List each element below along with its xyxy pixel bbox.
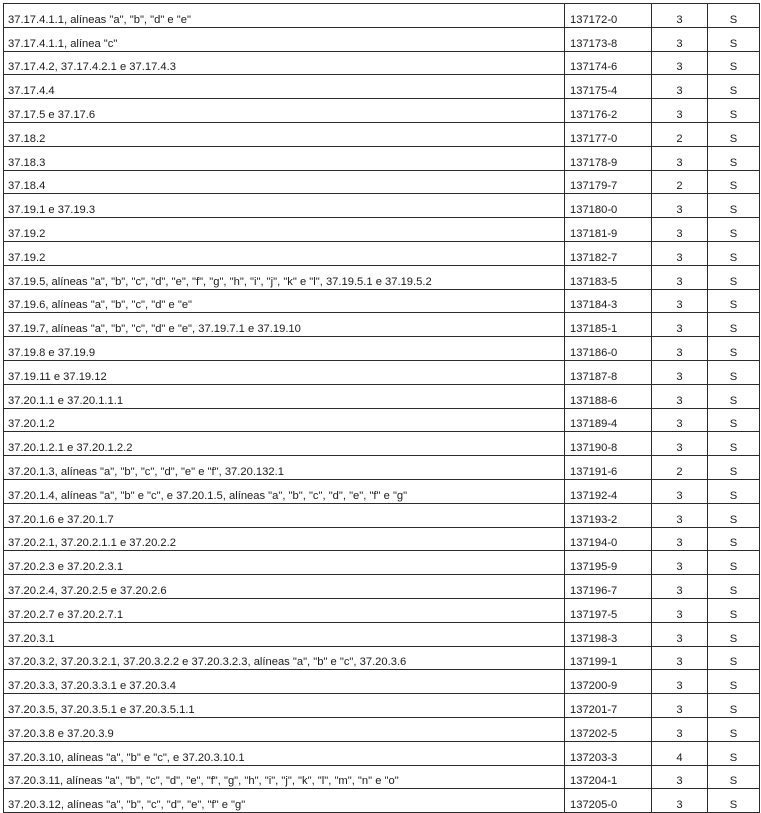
item-reference-cell: 37.18.4: [4, 170, 565, 194]
item-reference-cell: 37.19.7, alíneas "a", "b", "c", "d" e "e", 37.19.7.1 e 37.19.10: [4, 313, 565, 337]
table-row: [4, 717, 760, 741]
infraction-code-cell: 137199-1: [565, 646, 652, 670]
infraction-grade-cell: 3: [652, 4, 708, 28]
infraction-code-cell: 137203-3: [565, 741, 652, 765]
item-reference-cell: 37.19.1 e 37.19.3: [4, 194, 565, 218]
table-row: [4, 289, 760, 313]
item-reference-cell: 37.20.3.12, alíneas "a", "b", "c", "d", "e", "f" e "g": [4, 789, 565, 813]
infraction-code-cell: 137191-6: [565, 456, 652, 480]
infraction-grade-cell: 3: [652, 360, 708, 384]
item-reference-cell: 37.20.2.3 e 37.20.2.3.1: [4, 551, 565, 575]
infraction-grade-cell: 3: [652, 384, 708, 408]
infraction-grade-cell: 3: [652, 289, 708, 313]
infraction-grade-cell: 3: [652, 694, 708, 718]
infraction-type-cell: S: [708, 4, 760, 28]
table-row: [4, 503, 760, 527]
infraction-grade-cell: 3: [652, 527, 708, 551]
infraction-code-cell: 137189-4: [565, 408, 652, 432]
item-reference-cell: 37.17.4.4: [4, 75, 565, 99]
table-row: [4, 765, 760, 789]
infraction-grade-cell: 3: [652, 27, 708, 51]
item-reference-cell: 37.19.11 e 37.19.12: [4, 360, 565, 384]
infraction-grade-cell: 3: [652, 479, 708, 503]
infraction-type-cell: S: [708, 337, 760, 361]
infraction-type-cell: S: [708, 670, 760, 694]
infraction-code-cell: 137200-9: [565, 670, 652, 694]
infraction-type-cell: S: [708, 194, 760, 218]
item-reference-cell: 37.17.4.2, 37.17.4.2.1 e 37.17.4.3: [4, 51, 565, 75]
table-row: [4, 4, 760, 28]
table-row: [4, 527, 760, 551]
item-reference-cell: 37.17.4.1.1, alínea "c": [4, 27, 565, 51]
infraction-type-cell: S: [708, 741, 760, 765]
infraction-type-cell: S: [708, 717, 760, 741]
item-reference-cell: 37.19.6, alíneas "a", "b", "c", "d" e "e": [4, 289, 565, 313]
item-reference-cell: 37.18.2: [4, 122, 565, 146]
table-row: [4, 741, 760, 765]
item-reference-cell: 37.20.3.1: [4, 622, 565, 646]
infraction-type-cell: S: [708, 408, 760, 432]
infraction-type-cell: S: [708, 265, 760, 289]
infraction-type-cell: S: [708, 360, 760, 384]
infraction-grade-cell: 3: [652, 432, 708, 456]
table-row: [4, 241, 760, 265]
infraction-code-cell: 137186-0: [565, 337, 652, 361]
item-reference-cell: 37.20.2.7 e 37.20.2.7.1: [4, 598, 565, 622]
infraction-type-cell: S: [708, 527, 760, 551]
infraction-type-cell: S: [708, 218, 760, 242]
infraction-grade-cell: 3: [652, 51, 708, 75]
infraction-grade-cell: 4: [652, 741, 708, 765]
item-reference-cell: 37.19.8 e 37.19.9: [4, 337, 565, 361]
item-reference-cell: 37.20.1.2.1 e 37.20.1.2.2: [4, 432, 565, 456]
item-reference-cell: 37.20.1.1 e 37.20.1.1.1: [4, 384, 565, 408]
table-row: [4, 384, 760, 408]
table-body: [4, 4, 760, 813]
table-row: [4, 598, 760, 622]
item-reference-cell: 37.20.3.11, alíneas "a", "b", "c", "d", "e", "f", "g", "h", "i", "j", "k", "l", "m", "n" e "o": [4, 765, 565, 789]
infraction-type-cell: S: [708, 241, 760, 265]
infraction-grade-cell: 3: [652, 622, 708, 646]
table-row: [4, 313, 760, 337]
infraction-code-cell: 137181-9: [565, 218, 652, 242]
infraction-type-cell: S: [708, 694, 760, 718]
table-row: [4, 194, 760, 218]
infraction-grade-cell: 3: [652, 575, 708, 599]
infraction-code-cell: 137185-1: [565, 313, 652, 337]
infraction-grade-cell: 3: [652, 551, 708, 575]
infraction-code-cell: 137172-0: [565, 4, 652, 28]
table-row: [4, 51, 760, 75]
infraction-table-page: [3, 3, 759, 813]
infraction-type-cell: S: [708, 598, 760, 622]
infraction-code-cell: 137184-3: [565, 289, 652, 313]
infraction-type-cell: S: [708, 503, 760, 527]
infraction-grade-cell: 3: [652, 670, 708, 694]
infraction-type-cell: S: [708, 432, 760, 456]
infraction-type-cell: S: [708, 51, 760, 75]
infraction-type-cell: S: [708, 575, 760, 599]
infraction-type-cell: S: [708, 479, 760, 503]
infraction-code-cell: 137182-7: [565, 241, 652, 265]
infraction-type-cell: S: [708, 75, 760, 99]
infraction-grade-cell: 3: [652, 408, 708, 432]
table-row: [4, 789, 760, 813]
table-row: [4, 479, 760, 503]
table-row: [4, 408, 760, 432]
table-row: [4, 551, 760, 575]
infraction-code-cell: 137205-0: [565, 789, 652, 813]
infraction-grade-cell: 2: [652, 456, 708, 480]
table-row: [4, 170, 760, 194]
infraction-code-cell: 137178-9: [565, 146, 652, 170]
infraction-grade-cell: 2: [652, 170, 708, 194]
infraction-grade-cell: 3: [652, 717, 708, 741]
infraction-type-cell: S: [708, 122, 760, 146]
infraction-code-cell: 137204-1: [565, 765, 652, 789]
infraction-code-cell: 137177-0: [565, 122, 652, 146]
infraction-grade-cell: 3: [652, 265, 708, 289]
table-row: [4, 670, 760, 694]
infraction-type-cell: S: [708, 146, 760, 170]
infraction-grade-cell: 3: [652, 337, 708, 361]
item-reference-cell: 37.20.2.1, 37.20.2.1.1 e 37.20.2.2: [4, 527, 565, 551]
infraction-code-cell: 137174-6: [565, 51, 652, 75]
infraction-code-cell: 137179-7: [565, 170, 652, 194]
infraction-code-cell: 137193-2: [565, 503, 652, 527]
table-row: [4, 99, 760, 123]
infraction-code-cell: 137183-5: [565, 265, 652, 289]
item-reference-cell: 37.20.1.6 e 37.20.1.7: [4, 503, 565, 527]
infraction-code-cell: 137187-8: [565, 360, 652, 384]
infraction-type-cell: S: [708, 384, 760, 408]
infraction-grade-cell: 3: [652, 503, 708, 527]
infraction-grade-cell: 3: [652, 99, 708, 123]
infraction-code-cell: 137173-8: [565, 27, 652, 51]
infraction-code-cell: 137180-0: [565, 194, 652, 218]
infraction-type-cell: S: [708, 170, 760, 194]
infraction-grade-cell: 3: [652, 313, 708, 337]
table-row: [4, 575, 760, 599]
table-row: [4, 75, 760, 99]
table-row: [4, 360, 760, 384]
infraction-code-cell: 137201-7: [565, 694, 652, 718]
infraction-code-cell: 137192-4: [565, 479, 652, 503]
item-reference-cell: 37.19.2: [4, 241, 565, 265]
table-row: [4, 218, 760, 242]
table-row: [4, 456, 760, 480]
infraction-type-cell: S: [708, 622, 760, 646]
item-reference-cell: 37.17.4.1.1, alíneas "a", "b", "d" e "e": [4, 4, 565, 28]
table-row: [4, 146, 760, 170]
table-row: [4, 432, 760, 456]
infraction-code-cell: 137198-3: [565, 622, 652, 646]
item-reference-cell: 37.19.5, alíneas "a", "b", "c", "d", "e", "f", "g", "h", "i", "j", "k" e "l", 37.19.5.1 e 37.19.5.2: [4, 265, 565, 289]
item-reference-cell: 37.18.3: [4, 146, 565, 170]
infraction-grade-cell: 3: [652, 218, 708, 242]
item-reference-cell: 37.20.2.4, 37.20.2.5 e 37.20.2.6: [4, 575, 565, 599]
infraction-code-cell: 137194-0: [565, 527, 652, 551]
item-reference-cell: 37.20.1.2: [4, 408, 565, 432]
infraction-table: [3, 3, 760, 813]
table-row: [4, 27, 760, 51]
infraction-code-cell: 137197-5: [565, 598, 652, 622]
infraction-code-cell: 137188-6: [565, 384, 652, 408]
item-reference-cell: 37.20.3.3, 37.20.3.3.1 e 37.20.3.4: [4, 670, 565, 694]
item-reference-cell: 37.20.1.4, alíneas "a", "b" e "c", e 37.20.1.5, alíneas "a", "b", "c", "d", "e", "f" e "g": [4, 479, 565, 503]
item-reference-cell: 37.20.3.8 e 37.20.3.9: [4, 717, 565, 741]
item-reference-cell: 37.17.5 e 37.17.6: [4, 99, 565, 123]
infraction-grade-cell: 2: [652, 122, 708, 146]
item-reference-cell: 37.20.3.2, 37.20.3.2.1, 37.20.3.2.2 e 37.20.3.2.3, alíneas "a", "b" e "c", 37.20.3.6: [4, 646, 565, 670]
table-row: [4, 622, 760, 646]
infraction-grade-cell: 3: [652, 241, 708, 265]
infraction-code-cell: 137195-9: [565, 551, 652, 575]
item-reference-cell: 37.19.2: [4, 218, 565, 242]
infraction-type-cell: S: [708, 789, 760, 813]
infraction-code-cell: 137176-2: [565, 99, 652, 123]
infraction-type-cell: S: [708, 765, 760, 789]
infraction-type-cell: S: [708, 99, 760, 123]
infraction-type-cell: S: [708, 456, 760, 480]
table-row: [4, 694, 760, 718]
infraction-code-cell: 137190-8: [565, 432, 652, 456]
infraction-code-cell: 137202-5: [565, 717, 652, 741]
infraction-type-cell: S: [708, 313, 760, 337]
infraction-grade-cell: 3: [652, 194, 708, 218]
table-row: [4, 337, 760, 361]
infraction-grade-cell: 3: [652, 789, 708, 813]
table-row: [4, 646, 760, 670]
table-row: [4, 265, 760, 289]
infraction-type-cell: S: [708, 551, 760, 575]
infraction-grade-cell: 3: [652, 146, 708, 170]
infraction-type-cell: S: [708, 646, 760, 670]
item-reference-cell: 37.20.3.10, alíneas "a", "b" e "c", e 37.20.3.10.1: [4, 741, 565, 765]
infraction-grade-cell: 3: [652, 646, 708, 670]
infraction-type-cell: S: [708, 27, 760, 51]
infraction-code-cell: 137196-7: [565, 575, 652, 599]
infraction-grade-cell: 3: [652, 75, 708, 99]
infraction-grade-cell: 3: [652, 765, 708, 789]
infraction-grade-cell: 3: [652, 598, 708, 622]
item-reference-cell: 37.20.1.3, alíneas "a", "b", "c", "d", "e" e "f", 37.20.132.1: [4, 456, 565, 480]
table-row: [4, 122, 760, 146]
infraction-code-cell: 137175-4: [565, 75, 652, 99]
item-reference-cell: 37.20.3.5, 37.20.3.5.1 e 37.20.3.5.1.1: [4, 694, 565, 718]
infraction-type-cell: S: [708, 289, 760, 313]
